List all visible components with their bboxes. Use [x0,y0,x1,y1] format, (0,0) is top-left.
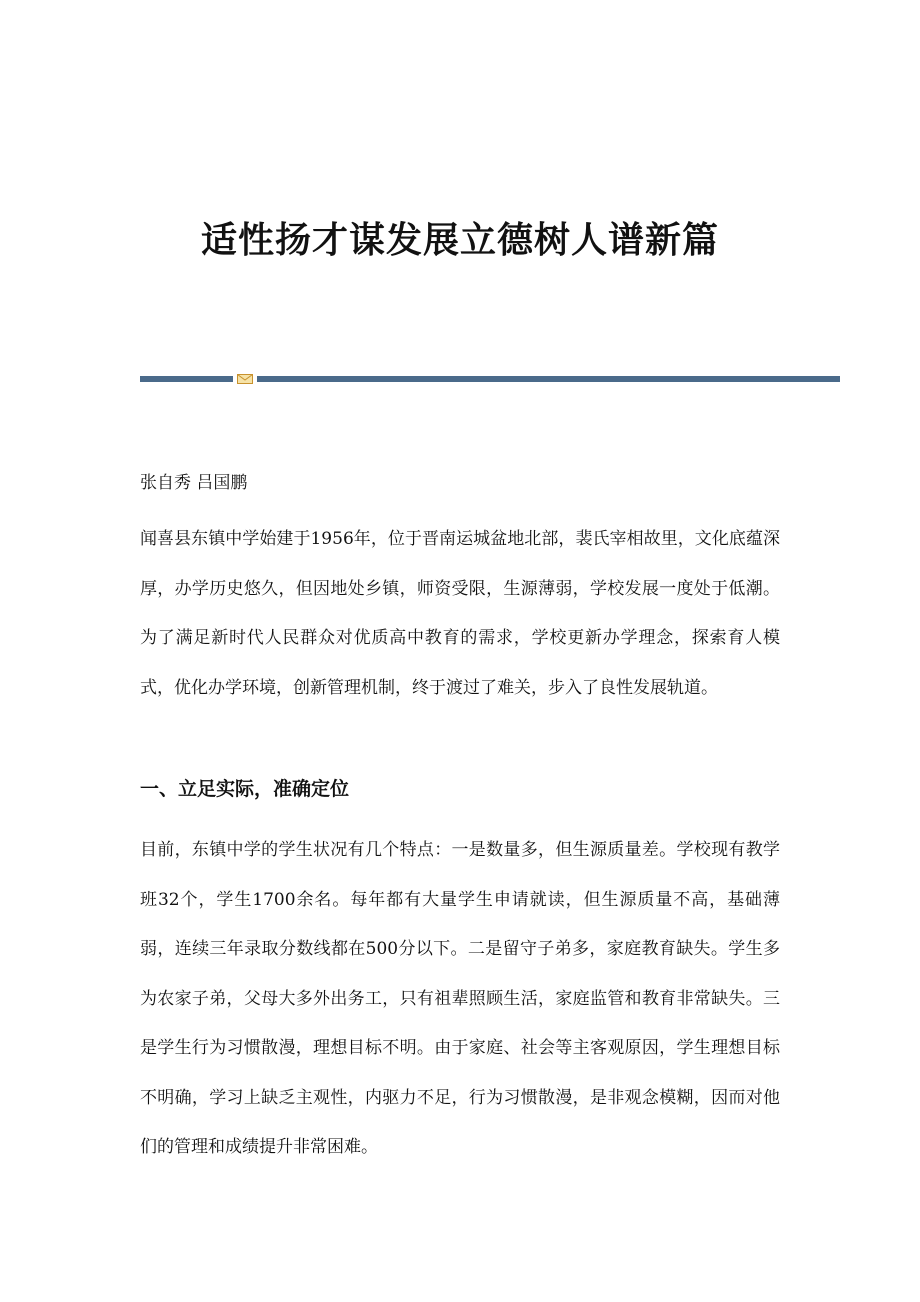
section-heading-1: 一、立足实际，准确定位 [140,778,350,800]
body-paragraph-2: 目前，东镇中学的学生状况有几个特点：一是数量多，但生源质量差。学校现有教学班32个，学生1700余名。每年都有大量学生申请就读，但生源质量不高，基础薄弱，连续三年录取分数线都在500分以下。二是留守子弟多，家庭教育缺失。学生多为农家子弟，父母大多外出务工，只有祖辈照顾生活，家庭监管和教育非常缺失。三是学生行为习惯散漫，理想目标不明。由于家庭、社会等主客观原因，学生理想目标不明确，学习上缺乏主观性，内驱力不足，行为习惯散漫，是非观念模糊，因而对他们的管理和成绩提升非常困难。 [140,840,780,1157]
divider-bar-right [257,376,840,382]
body-paragraph-1: 闻喜县东镇中学始建于1956年，位于晋南运城盆地北部，裴氏宰相故里，文化底蕴深厚，办学历史悠久，但因地处乡镇，师资受限，生源薄弱，学校发展一度处于低潮。为了满足新时代人民群众对优质高中教育的需求，学校更新办学理念，探索育人模式，优化办学环境，创新管理机制，终于渡过了难关，步入了良性发展轨道。 [140,529,780,698]
envelope-ornament-icon [237,374,253,384]
title-divider [140,374,840,384]
document-title: 适性扬才谋发展立德树人谱新篇 [200,219,719,261]
author-line: 张自秀 吕国鹏 [140,473,248,493]
divider-bar-left [140,376,233,382]
